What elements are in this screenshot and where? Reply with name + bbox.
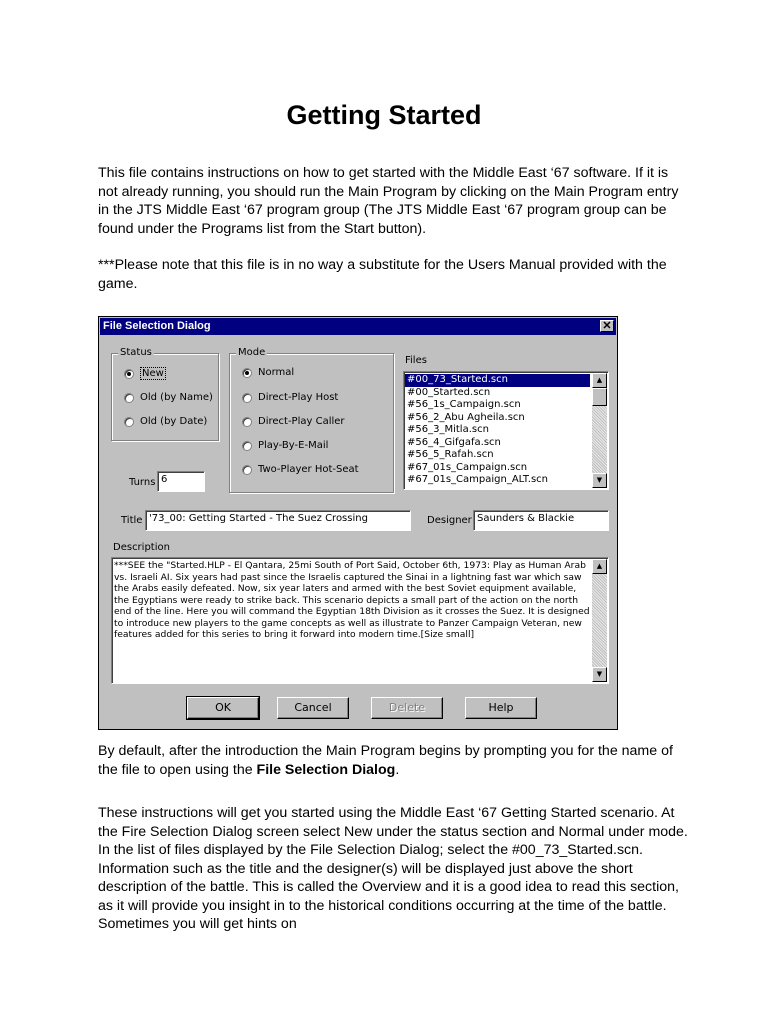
cancel-button[interactable]: Cancel bbox=[277, 697, 349, 719]
intro-paragraph: This file contains instructions on how to get started with the Middle East ‘67 software. If it is not already running, you should run the Main Program by clicking on the Main Program entry in the JTS Middle East ‘67 program group (The JTS Middle East ‘67 program group can be found under the Programs list from the Start button). bbox=[98, 165, 679, 237]
radio-icon bbox=[242, 393, 252, 403]
dialog-titlebar[interactable] bbox=[100, 318, 616, 335]
mode-radio-direct-play-host[interactable] bbox=[242, 392, 338, 403]
mode-radio-label: Direct-Play Caller bbox=[258, 416, 345, 427]
close-icon[interactable]: ✕ bbox=[600, 320, 614, 332]
file-list-item[interactable]: #56_1s_Campaign.scn bbox=[407, 399, 521, 410]
mode-radio-label: Direct-Play Host bbox=[258, 392, 339, 403]
status-group bbox=[111, 347, 219, 441]
file-list-item[interactable]: #56_3_Mitla.scn bbox=[407, 424, 489, 435]
dialog-title: File Selection Dialog bbox=[103, 320, 211, 332]
default-paragraph-end: . bbox=[395, 761, 400, 778]
status-radio-old-by-name[interactable] bbox=[124, 392, 213, 403]
mode-radio-label: Play-By-E-Mail bbox=[258, 440, 329, 451]
file-list-item[interactable]: #00_Started.scn bbox=[407, 386, 491, 398]
scroll-up-icon[interactable]: ▲ bbox=[592, 373, 607, 388]
designer-input[interactable]: Saunders & Blackie bbox=[473, 510, 609, 531]
status-group-label: Status bbox=[120, 347, 152, 358]
designer-label: Designer bbox=[427, 515, 472, 526]
scroll-down-icon[interactable]: ▼ bbox=[592, 667, 607, 682]
file-list-item[interactable]: #67_01s_Campaign_ALT.scn bbox=[407, 474, 549, 485]
page-title: Getting Started bbox=[286, 100, 482, 130]
status-radio-label: Old (by Name) bbox=[140, 392, 213, 403]
mode-group-label: Mode bbox=[238, 347, 266, 358]
file-list-item[interactable]: #56_4_Gifgafa.scn bbox=[407, 436, 501, 448]
description-label: Description bbox=[113, 542, 170, 553]
radio-icon bbox=[124, 393, 134, 403]
files-listbox[interactable] bbox=[403, 371, 609, 490]
mode-radio-play-by-email[interactable] bbox=[242, 440, 328, 451]
mode-radio-direct-play-caller[interactable] bbox=[242, 416, 345, 427]
radio-icon bbox=[242, 417, 252, 427]
description-text: ***SEE the "Started.HLP - El Qantara, 25mi South of Port Said, October 6th, 1973: Play as Human Arab vs. Israeli AI. Six years had past since the Israelis captured the Sinai in a lightning fast war which saw the Arabs easily defeated. Now, six year laters and armed with the best Soviet equipment available, the Egyptians were ready to strike back. This scenario depicts a small part of the action on the north end of the line. Here you will command the Egyptian 18th Division as it crosses the Suez. It is designed to introduce new players to the game concepts as well as illustrate to Panzer Campaign Veteran, new features added for this series to bring it forward into modern time.[Size small] bbox=[114, 560, 590, 640]
radio-icon bbox=[124, 417, 134, 427]
file-list-item-selected[interactable]: #00_73_Started.scn bbox=[405, 374, 590, 387]
scroll-thumb[interactable] bbox=[592, 388, 607, 406]
file-list-item[interactable]: #56_2_Abu Agheila.scn bbox=[407, 411, 525, 423]
file-list-item[interactable]: #67_01s_Campaign.scn bbox=[407, 461, 528, 473]
radio-icon bbox=[242, 441, 252, 451]
mode-radio-normal[interactable] bbox=[242, 367, 294, 378]
default-paragraph-text: By default, after the introduction the Main Program begins by prompting you for the name of the file to open using the bbox=[98, 743, 673, 778]
radio-selected-icon bbox=[124, 369, 134, 379]
radio-selected-icon bbox=[242, 368, 252, 378]
instructions-paragraph: These instructions will get you started using the Middle East ‘67 Getting Started scenario. At the Fire Selection Dialog screen select New under the status section and Normal under mode. In the list of files displayed by the File Selection Dialog; select the #00_73_Started.scn. Information such as the title and the designer(s) will be displayed just above the short description of the battle. This is called the Overview and it is a good idea to read this section, as it will provide you insight in to the historical conditions occurring at the time of the battle. Sometimes you will get hints on bbox=[98, 805, 688, 932]
status-radio-label: Old (by Date) bbox=[140, 416, 208, 427]
title-label: Title bbox=[121, 515, 143, 526]
turns-label: Turns bbox=[129, 477, 156, 488]
files-scrollbar[interactable] bbox=[592, 373, 607, 488]
mode-radio-label: Normal bbox=[258, 367, 295, 378]
status-radio-old-by-date[interactable] bbox=[124, 416, 207, 427]
note-paragraph: ***Please note that this file is in no way a substitute for the Users Manual provided with the game. bbox=[98, 257, 667, 292]
help-button[interactable]: Help bbox=[465, 697, 537, 719]
status-radio-label: New bbox=[142, 368, 164, 379]
mode-radio-label: Two-Player Hot-Seat bbox=[258, 464, 359, 475]
radio-icon bbox=[242, 465, 252, 475]
mode-radio-two-player-hot-seat[interactable] bbox=[242, 464, 359, 475]
scroll-down-icon[interactable]: ▼ bbox=[592, 473, 607, 488]
scroll-up-icon[interactable]: ▲ bbox=[592, 559, 607, 574]
file-selection-dialog-ref: File Selection Dialog bbox=[256, 761, 396, 778]
status-radio-new[interactable] bbox=[124, 367, 166, 380]
default-paragraph bbox=[98, 742, 688, 779]
delete-button: Delete bbox=[371, 697, 443, 719]
mode-group bbox=[229, 347, 394, 493]
files-label: Files bbox=[405, 355, 427, 366]
description-scrollbar[interactable] bbox=[592, 559, 607, 682]
file-selection-dialog bbox=[98, 316, 618, 730]
turns-input[interactable]: 6 bbox=[157, 471, 205, 492]
file-list-item[interactable]: #56_5_Rafah.scn bbox=[407, 449, 494, 460]
title-input[interactable]: '73_00: Getting Started - The Suez Crossing bbox=[145, 510, 411, 531]
ok-button[interactable]: OK bbox=[187, 697, 259, 719]
description-textarea[interactable] bbox=[111, 557, 609, 684]
